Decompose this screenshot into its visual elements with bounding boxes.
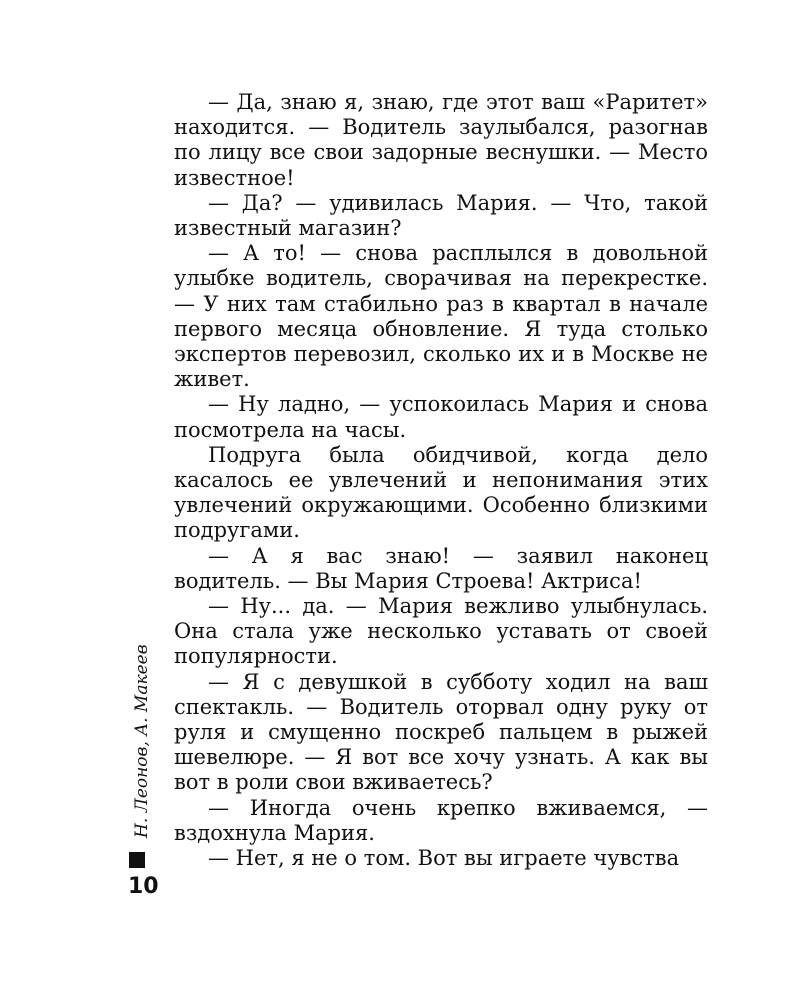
page-number: 10 <box>128 874 159 899</box>
paragraph: — Ну ладно, — успокоилась Мария и снова посмотрела на часы. <box>174 392 708 442</box>
paragraph: — Да, знаю я, знаю, где этот ваш «Раритет» находится. — Водитель заулыбался, разогнав по лицу все свои задорные веснушки. — Место известное! <box>174 90 708 190</box>
paragraph: — Иногда очень крепко вживаемся, — вздохнула Мария. <box>174 795 708 845</box>
paragraph: — Я с девушкой в субботу ходил на ваш спектакль. — Водитель оторвал одну руку от руля и смущенно поскреб пальцем в рыжей шевелюре. — Я вот все хочу узнать. А как вы вот в роли свои вживаетесь? <box>174 669 708 795</box>
paragraph: — А то! — снова расплылся в довольной улыбке водитель, сворачивая на перекрестке. — У них там стабильно раз в квартал в начале первого месяца обновление. Я туда столько экспертов перевозил, сколько их и в Москве не живет. <box>174 241 708 392</box>
paragraph: — А я вас знаю! — заявил наконец водитель. — Вы Мария Строева! Актриса! <box>174 543 708 593</box>
running-head <box>128 644 156 838</box>
running-head-authors: Н. Леонов, А. Макеев <box>132 644 152 838</box>
paragraph: — Ну... да. — Мария вежливо улыбнулась. Она стала уже несколько уставать от своей популярности. <box>174 594 708 669</box>
paragraph: — Нет, я не о том. Вот вы играете чувства <box>208 846 680 871</box>
body-text <box>174 90 708 871</box>
paragraph: Подруга была обидчивой, когда дело касалось ее увлечений и непонимания этих увлечений окружающими. Особенно близкими подругами. <box>174 442 708 543</box>
paragraph: — Да? — удивилась Мария. — Что, такой известный магазин? <box>174 190 708 241</box>
folio-square-icon <box>129 852 145 868</box>
